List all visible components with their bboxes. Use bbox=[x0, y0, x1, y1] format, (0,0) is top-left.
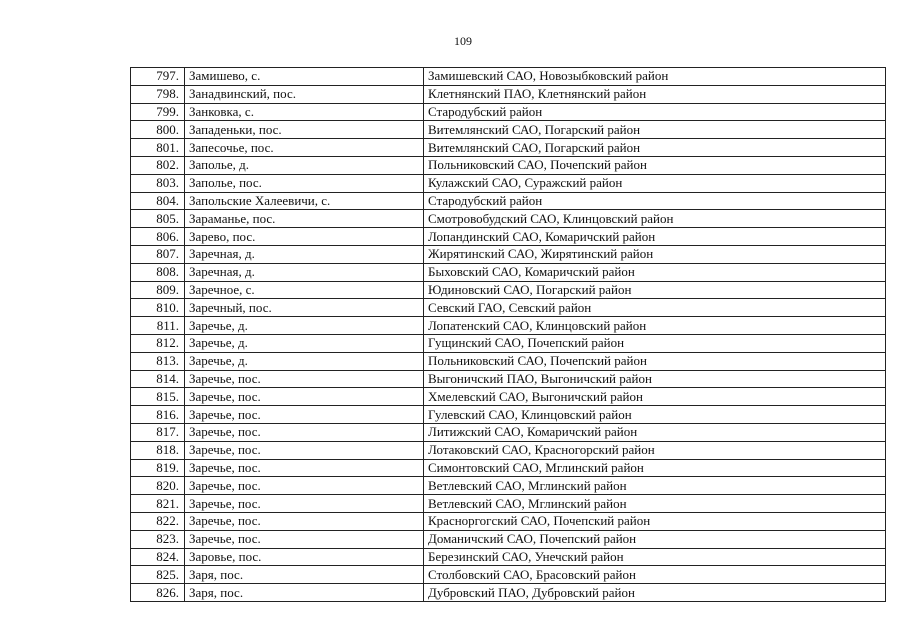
row-number: 812. bbox=[131, 334, 185, 352]
row-number: 798. bbox=[131, 85, 185, 103]
administrative-unit: Кулажский САО, Суражский район bbox=[424, 174, 886, 192]
row-number: 823. bbox=[131, 530, 185, 548]
row-number: 802. bbox=[131, 156, 185, 174]
administrative-unit: Лопатенский САО, Клинцовский район bbox=[424, 317, 886, 335]
settlement-name: Занковка, с. bbox=[185, 103, 424, 121]
administrative-unit: Севский ГАО, Севский район bbox=[424, 299, 886, 317]
settlement-name: Замишево, с. bbox=[185, 68, 424, 86]
settlement-name: Заречная, д. bbox=[185, 245, 424, 263]
settlement-name: Заречье, пос. bbox=[185, 477, 424, 495]
table-row bbox=[131, 530, 886, 548]
row-number: 825. bbox=[131, 566, 185, 584]
settlement-name: Заполье, пос. bbox=[185, 174, 424, 192]
table-body bbox=[131, 68, 886, 602]
table-row bbox=[131, 334, 886, 352]
table-row bbox=[131, 121, 886, 139]
table-row bbox=[131, 68, 886, 86]
table-row bbox=[131, 192, 886, 210]
administrative-unit: Польниковский САО, Почепский район bbox=[424, 156, 886, 174]
administrative-unit: Ветлевский САО, Мглинский район bbox=[424, 477, 886, 495]
table-row bbox=[131, 352, 886, 370]
table-row bbox=[131, 156, 886, 174]
row-number: 808. bbox=[131, 263, 185, 281]
row-number: 807. bbox=[131, 245, 185, 263]
row-number: 804. bbox=[131, 192, 185, 210]
administrative-unit: Замишевский САО, Новозыбковский район bbox=[424, 68, 886, 86]
administrative-unit: Стародубский район bbox=[424, 103, 886, 121]
administrative-unit: Лопандинский САО, Комаричский район bbox=[424, 228, 886, 246]
row-number: 814. bbox=[131, 370, 185, 388]
settlement-name: Запесочье, пос. bbox=[185, 139, 424, 157]
settlement-name: Заречье, пос. bbox=[185, 530, 424, 548]
administrative-unit: Жирятинский САО, Жирятинский район bbox=[424, 245, 886, 263]
table-row bbox=[131, 459, 886, 477]
table-row bbox=[131, 495, 886, 513]
row-number: 810. bbox=[131, 299, 185, 317]
settlement-name: Заречье, пос. bbox=[185, 459, 424, 477]
settlement-name: Заполье, д. bbox=[185, 156, 424, 174]
table-row bbox=[131, 370, 886, 388]
row-number: 811. bbox=[131, 317, 185, 335]
row-number: 819. bbox=[131, 459, 185, 477]
row-number: 803. bbox=[131, 174, 185, 192]
row-number: 800. bbox=[131, 121, 185, 139]
settlement-name: Заречье, пос. bbox=[185, 423, 424, 441]
administrative-unit: Ветлевский САО, Мглинский район bbox=[424, 495, 886, 513]
row-number: 816. bbox=[131, 406, 185, 424]
administrative-unit: Столбовский САО, Брасовский район bbox=[424, 566, 886, 584]
settlement-name: Заря, пос. bbox=[185, 584, 424, 602]
row-number: 806. bbox=[131, 228, 185, 246]
row-number: 801. bbox=[131, 139, 185, 157]
table-row bbox=[131, 566, 886, 584]
table-row bbox=[131, 139, 886, 157]
table-row bbox=[131, 548, 886, 566]
administrative-unit: Выгоничский ПАО, Выгоничский район bbox=[424, 370, 886, 388]
table-row bbox=[131, 281, 886, 299]
administrative-unit: Литижский САО, Комаричский район bbox=[424, 423, 886, 441]
table-row bbox=[131, 103, 886, 121]
settlement-name: Зараманье, пос. bbox=[185, 210, 424, 228]
table-row bbox=[131, 317, 886, 335]
settlement-name: Заречье, д. bbox=[185, 334, 424, 352]
administrative-unit: Стародубский район bbox=[424, 192, 886, 210]
settlement-name: Заречное, с. bbox=[185, 281, 424, 299]
table-row bbox=[131, 263, 886, 281]
administrative-unit: Красноргогский САО, Почепский район bbox=[424, 512, 886, 530]
administrative-unit: Лотаковский САО, Красногорский район bbox=[424, 441, 886, 459]
administrative-unit: Польниковский САО, Почепский район bbox=[424, 352, 886, 370]
administrative-unit: Симонтовский САО, Мглинский район bbox=[424, 459, 886, 477]
settlement-name: Заречье, пос. bbox=[185, 406, 424, 424]
settlement-name: Заречье, пос. bbox=[185, 441, 424, 459]
table-row bbox=[131, 441, 886, 459]
administrative-unit: Витемлянский САО, Погарский район bbox=[424, 139, 886, 157]
row-number: 805. bbox=[131, 210, 185, 228]
administrative-unit: Дубровский ПАО, Дубровский район bbox=[424, 584, 886, 602]
row-number: 822. bbox=[131, 512, 185, 530]
settlement-name: Зарево, пос. bbox=[185, 228, 424, 246]
row-number: 820. bbox=[131, 477, 185, 495]
settlement-name: Заречная, д. bbox=[185, 263, 424, 281]
administrative-unit: Гулевский САО, Клинцовский район bbox=[424, 406, 886, 424]
row-number: 824. bbox=[131, 548, 185, 566]
row-number: 826. bbox=[131, 584, 185, 602]
table-row bbox=[131, 299, 886, 317]
row-number: 809. bbox=[131, 281, 185, 299]
settlement-name: Заречье, пос. bbox=[185, 512, 424, 530]
table-row bbox=[131, 584, 886, 602]
administrative-unit: Клетнянский ПАО, Клетнянский район bbox=[424, 85, 886, 103]
table-row bbox=[131, 477, 886, 495]
table-row bbox=[131, 388, 886, 406]
administrative-unit: Березинский САО, Унечский район bbox=[424, 548, 886, 566]
settlement-name: Западеньки, пос. bbox=[185, 121, 424, 139]
settlements-table bbox=[130, 67, 886, 602]
row-number: 797. bbox=[131, 68, 185, 86]
table-row bbox=[131, 423, 886, 441]
row-number: 815. bbox=[131, 388, 185, 406]
settlement-name: Занадвинский, пос. bbox=[185, 85, 424, 103]
row-number: 813. bbox=[131, 352, 185, 370]
settlement-name: Заря, пос. bbox=[185, 566, 424, 584]
settlement-name: Заречье, пос. bbox=[185, 370, 424, 388]
administrative-unit: Хмелевский САО, Выгоничский район bbox=[424, 388, 886, 406]
administrative-unit: Витемлянский САО, Погарский район bbox=[424, 121, 886, 139]
settlement-name: Заречье, д. bbox=[185, 352, 424, 370]
table-row bbox=[131, 174, 886, 192]
settlement-name: Заречье, пос. bbox=[185, 388, 424, 406]
page-number: 109 bbox=[454, 34, 472, 48]
administrative-unit: Быховский САО, Комаричский район bbox=[424, 263, 886, 281]
table-row bbox=[131, 228, 886, 246]
settlement-name: Заречный, пос. bbox=[185, 299, 424, 317]
row-number: 821. bbox=[131, 495, 185, 513]
table-row bbox=[131, 512, 886, 530]
row-number: 817. bbox=[131, 423, 185, 441]
table-row bbox=[131, 245, 886, 263]
table-row bbox=[131, 406, 886, 424]
settlement-name: Запольские Халеевичи, с. bbox=[185, 192, 424, 210]
table-row bbox=[131, 85, 886, 103]
row-number: 818. bbox=[131, 441, 185, 459]
administrative-unit: Юдиновский САО, Погарский район bbox=[424, 281, 886, 299]
settlement-name: Заровье, пос. bbox=[185, 548, 424, 566]
table-row bbox=[131, 210, 886, 228]
settlement-name: Заречье, д. bbox=[185, 317, 424, 335]
administrative-unit: Доманичский САО, Почепский район bbox=[424, 530, 886, 548]
administrative-unit: Гущинский САО, Почепский район bbox=[424, 334, 886, 352]
administrative-unit: Смотровобудский САО, Клинцовский район bbox=[424, 210, 886, 228]
settlement-name: Заречье, пос. bbox=[185, 495, 424, 513]
row-number: 799. bbox=[131, 103, 185, 121]
